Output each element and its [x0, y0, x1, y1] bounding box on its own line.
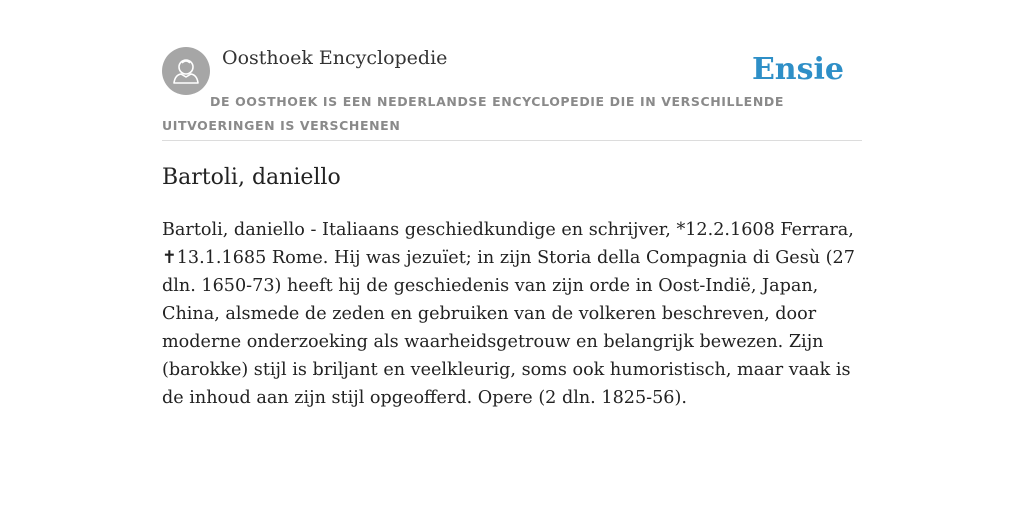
source-tagline: DE OOSTHOEK IS EEN NEDERLANDSE ENCYCLOPEDIE DIE IN VERSCHILLENDE UITVOERINGEN IS VERSCHENEN [162, 94, 784, 133]
entry-title: Bartoli, daniello [162, 165, 341, 190]
user-avatar-icon[interactable] [162, 47, 210, 95]
source-header [162, 46, 862, 141]
brand-logo[interactable]: Ensie [751, 52, 844, 87]
entry-body: Bartoli, daniello - Italiaans geschiedkundige en schrijver, *12.2.1608 Ferrara, ✝13.1.1685 Rome. Hij was jezuïet; in zijn Storia della Compagnia di Gesù (27 dln. 1650-73) heeft hij de geschiedenis van zijn orde in Oost-Indië, Japan, China, alsmede de zeden en gebruiken van de volkeren beschreven, door moderne onderzoeking als waarheidsgetrouw en belangrijk bewezen. Zijn (barokke) stijl is briljant en veelkleurig, soms ook humoristisch, maar vaak is de inhoud aan zijn stijl opgeofferd. Opere (2 dln. 1825-56). [162, 220, 855, 408]
source-name[interactable]: Oosthoek Encyclopedie [222, 47, 448, 69]
